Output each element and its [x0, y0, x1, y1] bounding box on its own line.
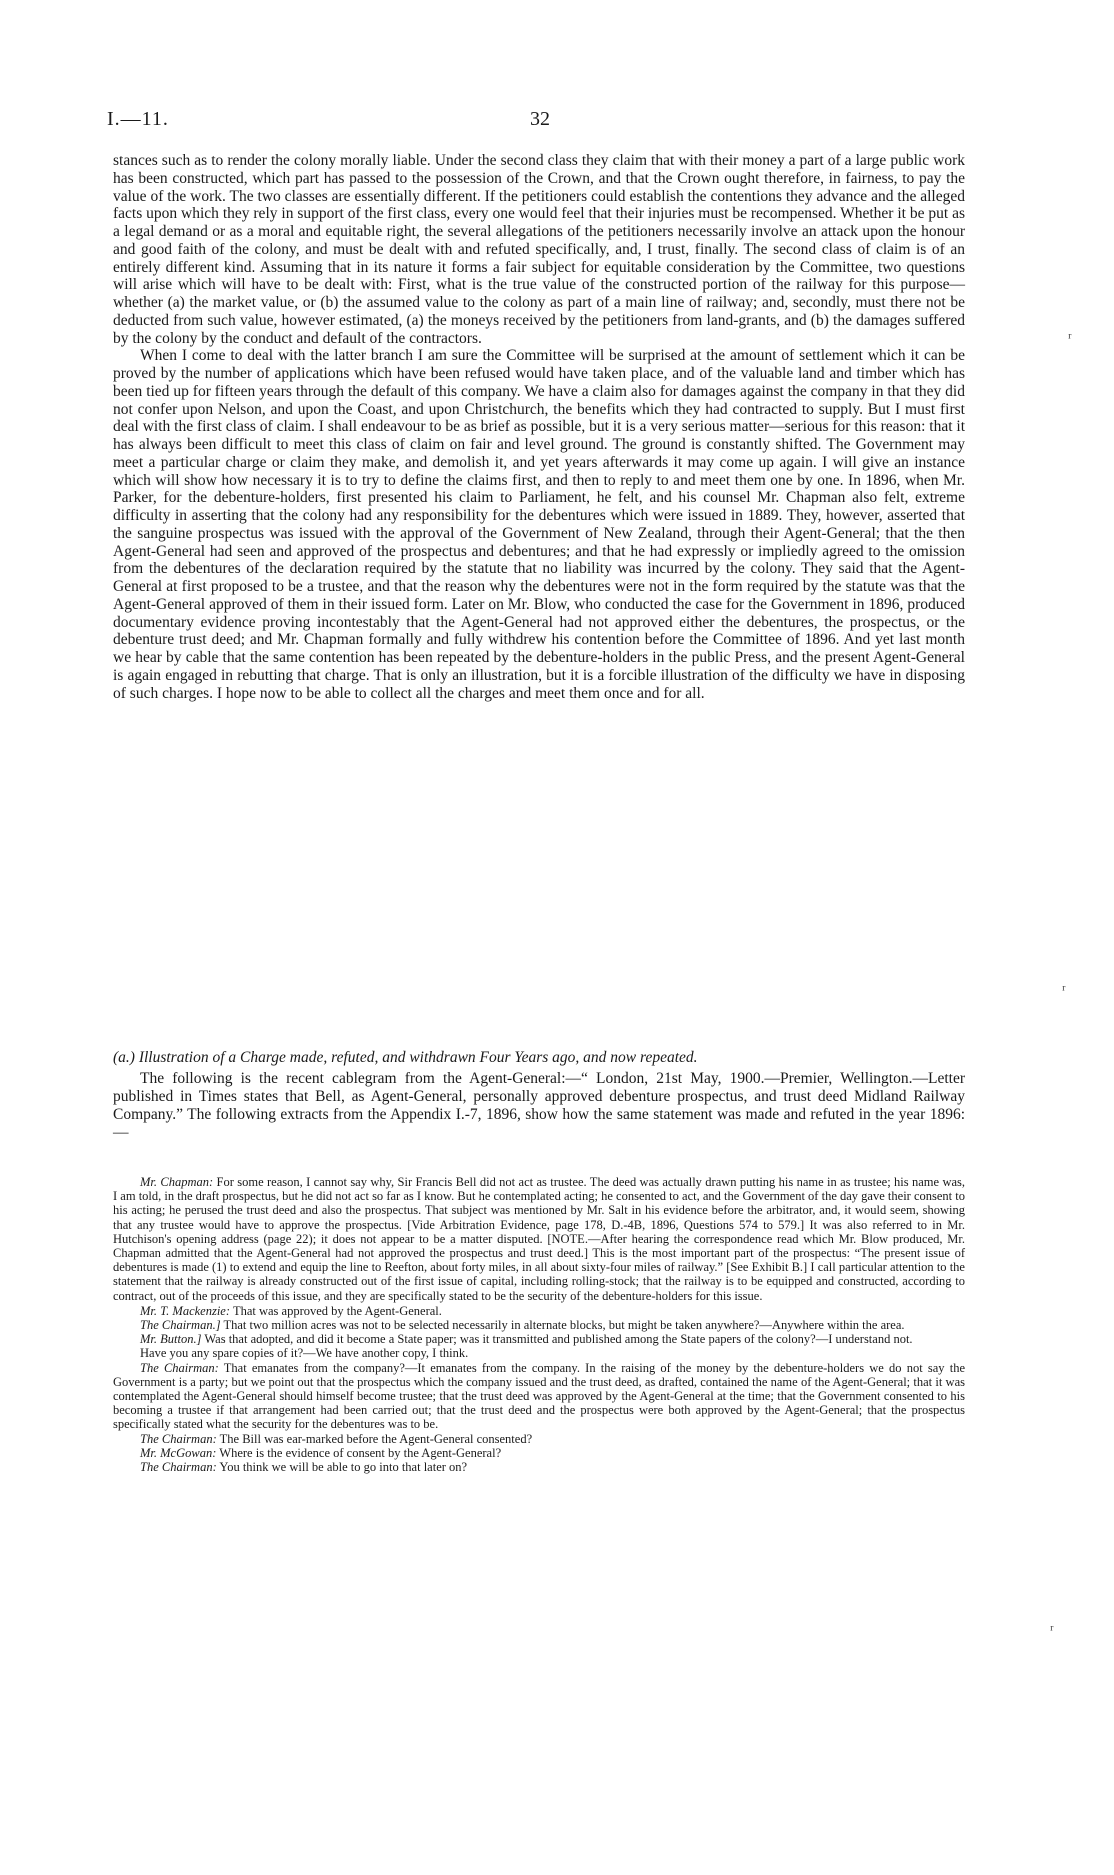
- margin-mark: ʳ: [1068, 330, 1072, 347]
- speaker: The Chairman:: [140, 1460, 217, 1475]
- extract-text: You think we will be able to go into that later on?: [219, 1460, 468, 1475]
- section-heading: (a.) Illustration of a Charge made, refuted, and withdrawn Four Years ago, and now repeated.: [113, 1049, 698, 1066]
- extract-item: [113, 1304, 965, 1318]
- extract-item: [113, 1318, 965, 1332]
- extract-text: That two million acres was not to be selected necessarily in alternate blocks, but might be taken anywhere?—Anywhere within the area.: [223, 1318, 905, 1333]
- extract-text: The Bill was ear-marked before the Agent-General consented?: [219, 1431, 533, 1446]
- speaker: Mr. T. Mackenzie:: [140, 1303, 231, 1318]
- evidence-extracts: [113, 1175, 965, 1474]
- extract-text: For some reason, I cannot say why, Sir Francis Bell did not act as trustee. The deed was actually drawn putting his name in as trustee; his name was, I am told, in the draft prospectus, but he did not act so far as I know. But he contemplated acting; he consented to act, and the Government of the day gave their consent to his acting; he perused the trust deed and also the prospectus. That subject was mentioned by Mr. Salt in his evidence before the arbitrator, and, it would seem, showing that any trustee would have to approve the prospectus. [Vide Arbitration Evidence, page 178, D.-4B, 1896, Questions 574 to 579.] It was also referred to in Mr. Hutchison's opening address (page 22); it does not appear to be a matter disputed. [NOTE.—After hearing the correspondence read which Mr. Blow produced, Mr. Chapman admitted that the Agent-General had not approved the prospectus and trust deed.] This is the most important part of the prospectus: “The present issue of debentures is made (1) to extend and equip the line to Reefton, about forty miles, in all about sixty-four miles of railway.” [See Exhibit B.] I call particular attention to the statement that the railway is already constructed out of the first issue of capital, including rolling-stock; that the railway is to be equipped and constructed, according to contract, out of the proceeds of this issue, and they are specifically stated to be the security of the debenture-holders for this issue.: [113, 1175, 966, 1303]
- speaker: The Chairman:: [140, 1360, 219, 1375]
- paragraph: stances such as to render the colony morally liable. Under the second class they claim that with their money a part of a large public work has been constructed, which part has passed to the possession of the Crown, and that the Crown ought therefore, in fairness, to pay the value of the work. The two classes are essentially different. If the petitioners could establish the contentions they advance and the alleged facts upon which they rely in support of the first class, every one would feel that their injuries must be recompensed. Whether it be put as a legal demand or as a moral and equitable right, the several allegations of the petitioners necessarily involve an attack upon the honour and good faith of the colony, and must be dealt with and refuted specifically, and, I trust, finally. The second class of claim is of an entirely different kind. Assuming that in its nature it forms a fair subject for equitable consideration by the Committee, two questions will arise which will have to be dealt with: First, what is the true value of the constructed portion of the railway for this purpose—whether (a) the market value, or (b) the assumed value to the colony as part of a main line of railway; and, secondly, must there not be deducted from such value, however estimated, (a) the moneys received by the petitioners from land-grants, and (b) the damages suffered by the colony by the conduct and default of the contractors.: [113, 152, 965, 347]
- page-number: 32: [530, 108, 550, 130]
- extract-item: [113, 1346, 965, 1360]
- paragraph: When I come to deal with the latter branch I am sure the Committee will be surprised at the amount of settlement which it can be proved by the number of applications which have been refused would have taken place, and of the valuable land and timber which has been tied up for fifteen years through the default of this company. We have a claim also for damages against the company in that they did not confer upon Nelson, and upon the Coast, and upon Christchurch, the benefits which they had contracted to supply. But I must first deal with the first class of claim. I shall endeavour to be as brief as possible, but it is a very serious matter—serious for this reason: that it has always been difficult to meet this class of claim on fair and level ground. The ground is constantly shifted. The Government may meet a particular charge or claim they make, and demolish it, and yet years afterwards it may come up again. I will give an instance which will show how necessary it is to try to define the claims first, and then to reply to and meet them one by one. In 1896, when Mr. Parker, for the debenture-holders, first presented his claim to Parliament, he felt, and his counsel Mr. Chapman also felt, extreme difficulty in asserting that the colony had any responsibility for the debentures which were issued in 1889. They, however, asserted that the sanguine prospectus was issued with the approval of the Government of New Zealand, through their Agent-General; that the then Agent-General had seen and approved of the prospectus and debentures; and that he had expressly or impliedly agreed to the omission from the debentures of the declaration required by the statute that no liability was incurred by the colony. They said that the Agent-General at first proposed to be a trustee, and that the reason why the debentures were not in the form required by the statute was that the Agent-General approved of them in their issued form. Later on Mr. Blow, who conducted the case for the Government in 1896, produced documentary evidence proving incontestably that the Agent-General had not approved either the debentures, the prospectus, or the debenture trust deed; and Mr. Chapman formally and fully withdrew his contention before the Committee of 1896. And yet last month we hear by cable that the same contention has been repeated by the debenture-holders in the public Press, and the present Agent-General is again engaged in rebutting that charge. That is only an illustration, but it is a forcible illustration of the difficulty we have in disposing of such charges. I hope now to be able to collect all the charges and meet them once and for all.: [113, 347, 965, 702]
- extract-item: [113, 1175, 965, 1303]
- extract-item: [113, 1446, 965, 1460]
- extract-item: [113, 1432, 965, 1446]
- main-text: [113, 152, 965, 702]
- extract-item: [113, 1332, 965, 1346]
- speaker: The Chairman.]: [140, 1318, 221, 1333]
- extract-text: That emanates from the company?—It emanates from the company. In the raising of the money by the debenture-holders we do not say the Government is a party; but we point out that the prospectus which the company issued and the trust deed, as drafted, contained the name of the Agent-General; that it was contemplated the Agent-General should himself become trustee; that the trust deed was approved by the Agent-General at the time; that the Government consented to his becoming a trustee if that arrangement had been carried out; that the trust deed and the prospectus were both approved by the Agent-General; that the prospectus specifically stated what the security for the debentures was to be.: [113, 1360, 965, 1432]
- extract-text: That was approved by the Agent-General.: [232, 1303, 442, 1318]
- section-text: [113, 1070, 965, 1142]
- speaker: Mr. Chapman:: [140, 1175, 214, 1189]
- extract-item: [113, 1460, 965, 1474]
- section-reference: I.—11.: [107, 108, 169, 130]
- speaker: The Chairman:: [140, 1431, 217, 1446]
- speaker: Mr. Button.]: [140, 1332, 202, 1347]
- margin-mark: ʳ: [1050, 1622, 1054, 1639]
- extract-text: Have you any spare copies of it?—We have another copy, I think.: [140, 1346, 469, 1361]
- extract-text: Was that adopted, and did it become a State paper; was it transmitted and published among the State papers of the colony?—I understand not.: [204, 1332, 913, 1347]
- speaker: Mr. McGowan:: [140, 1445, 217, 1460]
- extract-text: Where is the evidence of consent by the Agent-General?: [219, 1445, 502, 1460]
- paragraph: The following is the recent cablegram from the Agent-General:—“ London, 21st May, 1900.—Premier, Wellington.—Letter published in Times states that Bell, as Agent-General, personally approved debenture prospectus, and trust deed Midland Railway Company.” The following extracts from the Appendix I.-7, 1896, show how the same statement was made and refuted in the year 1896:—: [113, 1070, 965, 1141]
- margin-mark: ʳ: [1062, 982, 1066, 999]
- extract-item: [113, 1361, 965, 1432]
